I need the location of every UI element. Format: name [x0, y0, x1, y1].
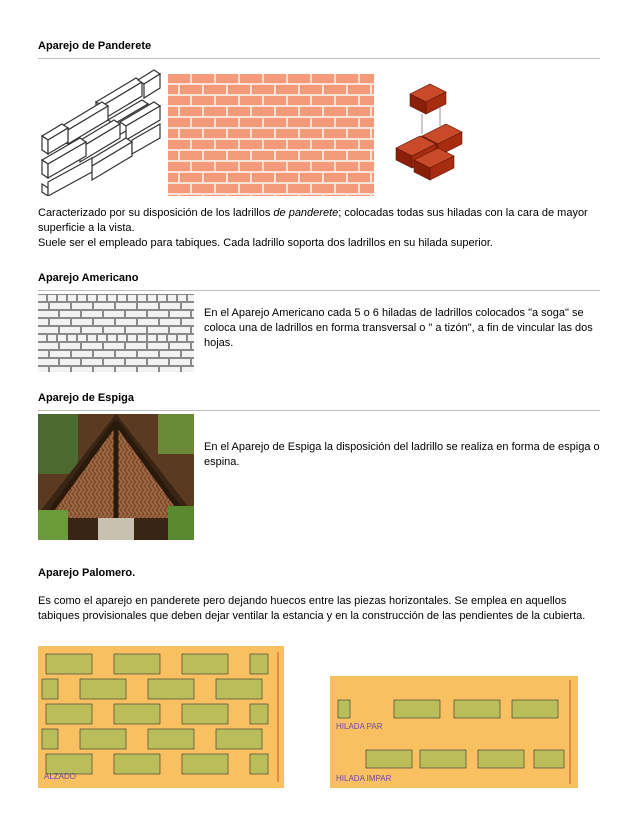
heading-espiga: Aparejo de Espiga: [38, 392, 134, 404]
heading-americano: Aparejo Americano: [38, 272, 139, 284]
heading-palomero: Aparejo Palomero.: [38, 567, 136, 579]
panderete-usage-text: Suele ser el empleado para tabiques. Cada ladrillo soporta dos ladrillos en su hilada superior.: [38, 237, 493, 249]
espiga-description: En el Aparejo de Espiga la disposición del ladrillo se realiza en forma de espiga o espina.: [204, 441, 600, 468]
divider-americano: [38, 290, 600, 291]
espiga-gable-photo: [38, 414, 194, 540]
hilada-par-label: HILADA PAR: [336, 722, 383, 731]
divider-espiga: [38, 410, 600, 411]
hilada-impar-label: HILADA IMPAR: [336, 774, 392, 783]
panderete-description: Caracterizado por su disposición de los ladrillos de panderete; colocadas todas sus hiladas con la cara de mayor superficie a la vista.: [38, 207, 588, 234]
palomero-hiladas-drawing: [330, 676, 578, 788]
panderete-isometric-drawing: [38, 62, 162, 196]
americano-brick-wall-photo: [38, 294, 194, 372]
panderete-red-bricks: [392, 82, 472, 190]
alzado-label: ALZADO: [44, 772, 77, 781]
palomero-description: Es como el aparejo en panderete pero dejando huecos entre las piezas horizontales. Se emplea en aquellos tabiques provisionales que deben dejar ventilar la estancia y en la construcción de las pendientes de la cubierta.: [38, 595, 586, 622]
americano-description: En el Aparejo Americano cada 5 o 6 hiladas de ladrillos colocados "a soga" se coloca una de ladrillos en forma transversal o " a tizón", a fin de vincular las dos hojas.: [204, 307, 593, 349]
panderete-brick-wall: [168, 74, 374, 196]
divider-panderete: [38, 58, 600, 59]
palomero-alzado-drawing: [38, 646, 284, 788]
heading-panderete: Aparejo de Panderete: [38, 40, 152, 52]
